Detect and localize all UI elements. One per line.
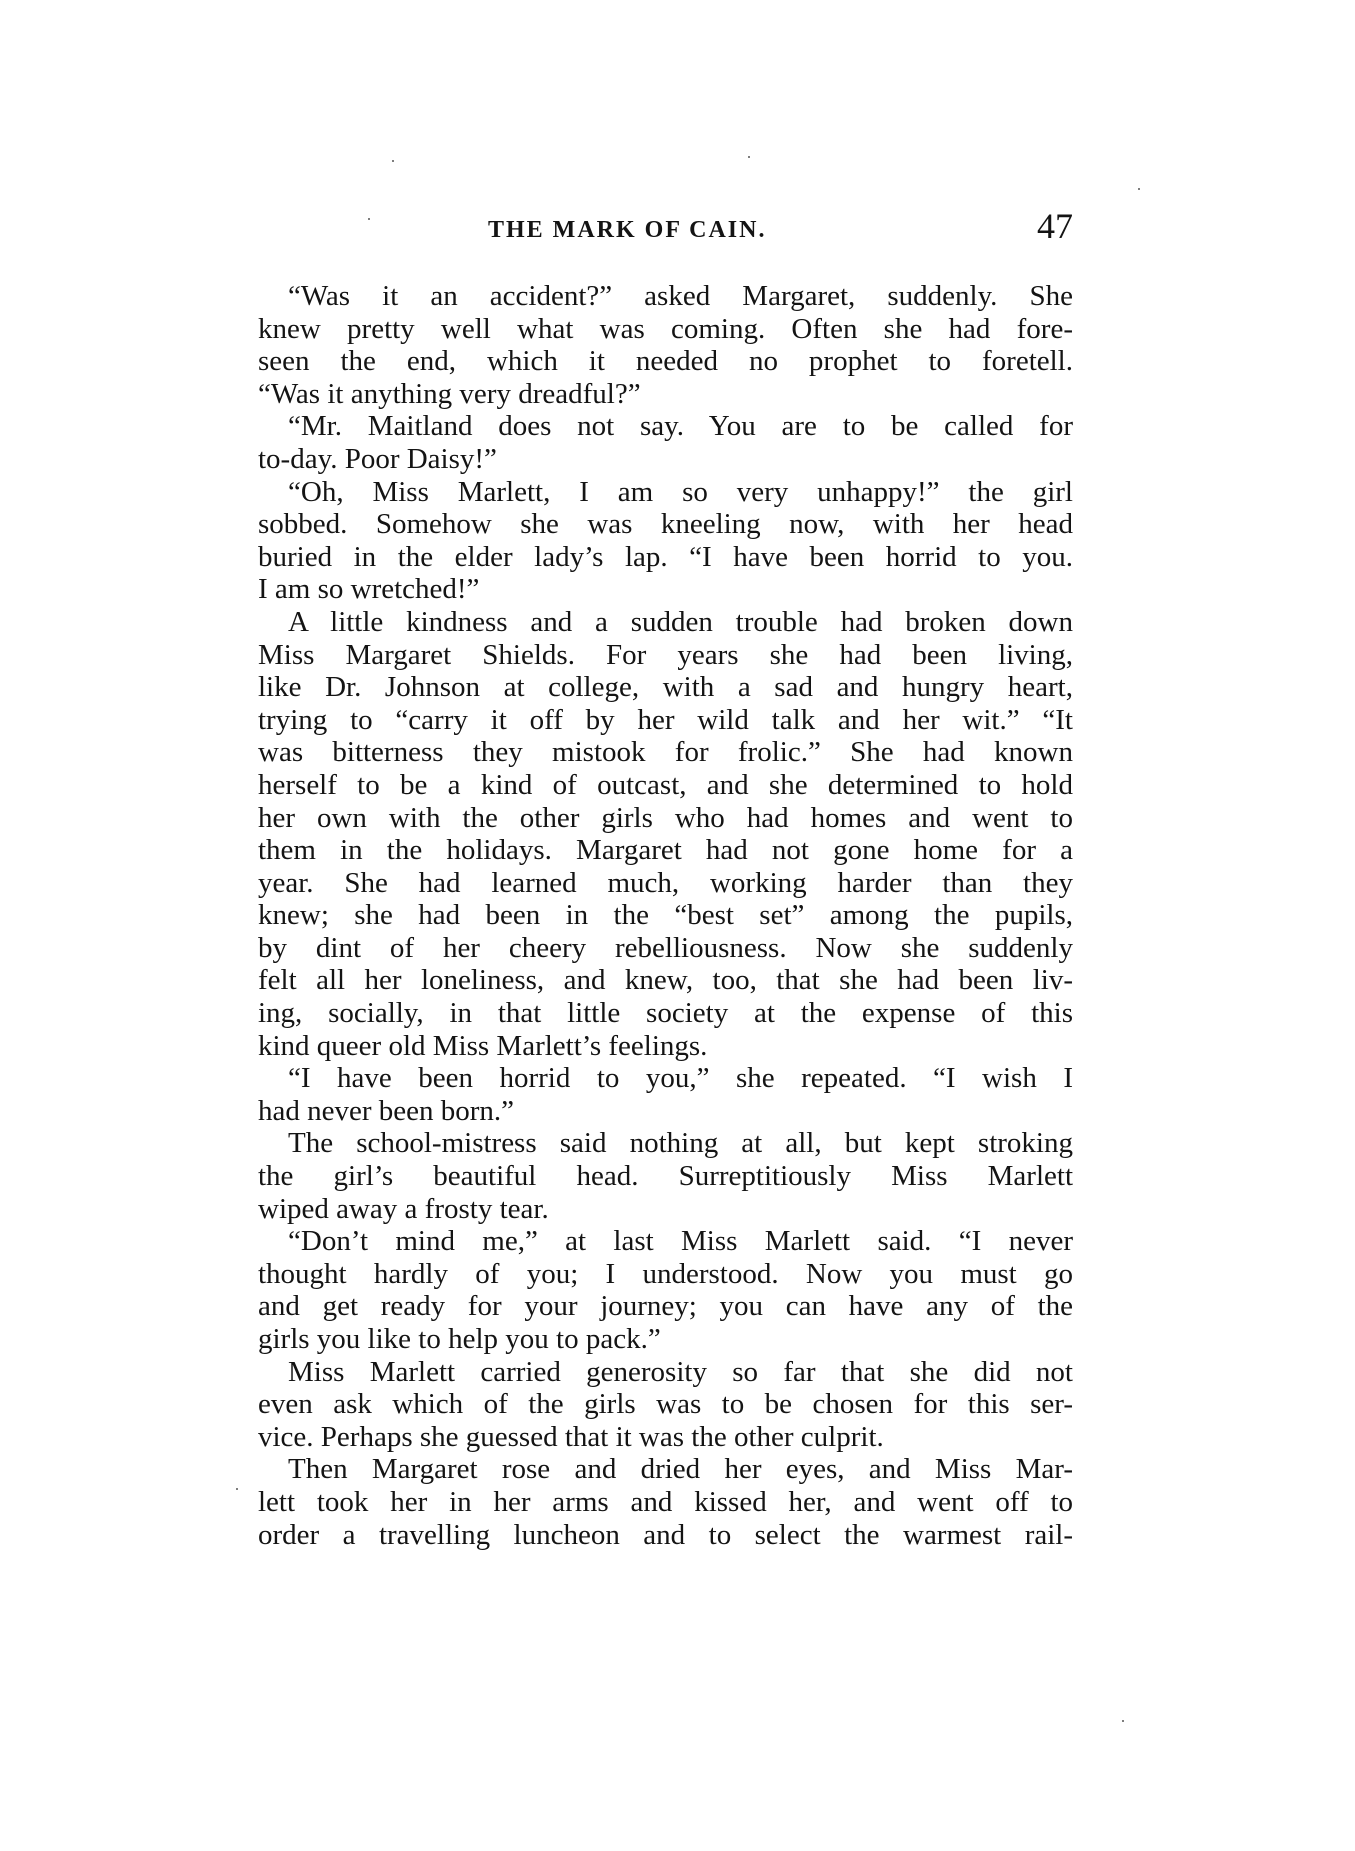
text-line: thought hardly of you; I understood. Now you must go: [258, 1257, 1073, 1290]
text-line: to-day. Poor Daisy!”: [258, 442, 497, 475]
text-line: A little kindness and a sudden trouble had broken down: [288, 605, 1073, 638]
text-line: like Dr. Johnson at college, with a sad and hungry heart,: [258, 671, 1073, 704]
text-line: buried in the elder lady’s lap. “I have been horrid to you.: [258, 540, 1073, 573]
text-line: lett took her in her arms and kissed her, and went off to: [258, 1485, 1073, 1518]
print-speck: [1138, 188, 1140, 190]
text-line: order a travelling luncheon and to select the warmest rail-: [258, 1518, 1073, 1551]
text-line: year. She had learned much, working harder than they: [258, 866, 1073, 899]
text-line: ing, socially, in that little society at the expense of this: [258, 997, 1073, 1030]
text-line: and get ready for your journey; you can have any of the: [258, 1290, 1073, 1323]
text-line: felt all her loneliness, and knew, too, that she had been liv-: [258, 964, 1073, 997]
running-title: THE MARK OF CAIN.: [488, 217, 767, 243]
text-line: the girl’s beautiful head. Surreptitiously Miss Marlett: [258, 1160, 1073, 1193]
text-line: sobbed. Somehow she was kneeling now, with her head: [258, 508, 1073, 541]
text-line: “Mr. Maitland does not say. You are to be called for: [288, 410, 1073, 443]
text-line: Miss Marlett carried generosity so far that she did not: [288, 1355, 1073, 1388]
text-line: her own with the other girls who had homes and went to: [258, 801, 1073, 834]
text-line: was bitterness they mistook for frolic.” She had known: [258, 736, 1073, 769]
text-line: Miss Margaret Shields. For years she had been living,: [258, 638, 1073, 671]
text-line: wiped away a frosty tear.: [258, 1192, 549, 1225]
text-line: vice. Perhaps she guessed that it was the other culprit.: [258, 1420, 884, 1453]
text-line: knew; she had been in the “best set” among the pupils,: [258, 899, 1073, 932]
text-line: “Was it an accident?” asked Margaret, suddenly. She: [288, 280, 1073, 312]
page-header: [258, 205, 1073, 255]
text-line: by dint of her cheery rebelliousness. Now she suddenly: [258, 931, 1073, 964]
text-line: I am so wretched!”: [258, 573, 480, 606]
text-line: seen the end, which it needed no prophet to foretell.: [258, 345, 1073, 378]
print-speck: [236, 1488, 238, 1490]
text-line: girls you like to help you to pack.”: [258, 1323, 661, 1355]
text-line: them in the holidays. Margaret had not gone home for a: [258, 834, 1073, 867]
text-line: “Was it anything very dreadful?”: [258, 377, 641, 410]
text-line: “Don’t mind me,” at last Miss Marlett said. “I never: [288, 1225, 1073, 1258]
print-speck: [392, 160, 394, 162]
text-line: knew pretty well what was coming. Often she had fore-: [258, 312, 1073, 345]
text-line: Then Margaret rose and dried her eyes, and Miss Mar-: [288, 1453, 1073, 1486]
print-speck: [748, 156, 750, 158]
text-line: “I have been horrid to you,” she repeated. “I wish I: [288, 1062, 1073, 1095]
text-line: trying to “carry it off by her wild talk and her wit.” “It: [258, 703, 1073, 736]
text-line: The school-mistress said nothing at all, but kept stroking: [288, 1127, 1073, 1160]
text-line: herself to be a kind of outcast, and she determined to hold: [258, 768, 1073, 801]
text-line: even ask which of the girls was to be chosen for this ser-: [258, 1388, 1073, 1421]
page-number: 47: [1037, 206, 1073, 246]
body-text: [258, 280, 1073, 1551]
text-line: kind queer old Miss Marlett’s feelings.: [258, 1029, 708, 1062]
text-line: had never been born.”: [258, 1094, 515, 1127]
print-speck: [1122, 1720, 1124, 1722]
text-line: “Oh, Miss Marlett, I am so very unhappy!” the girl: [288, 475, 1073, 508]
